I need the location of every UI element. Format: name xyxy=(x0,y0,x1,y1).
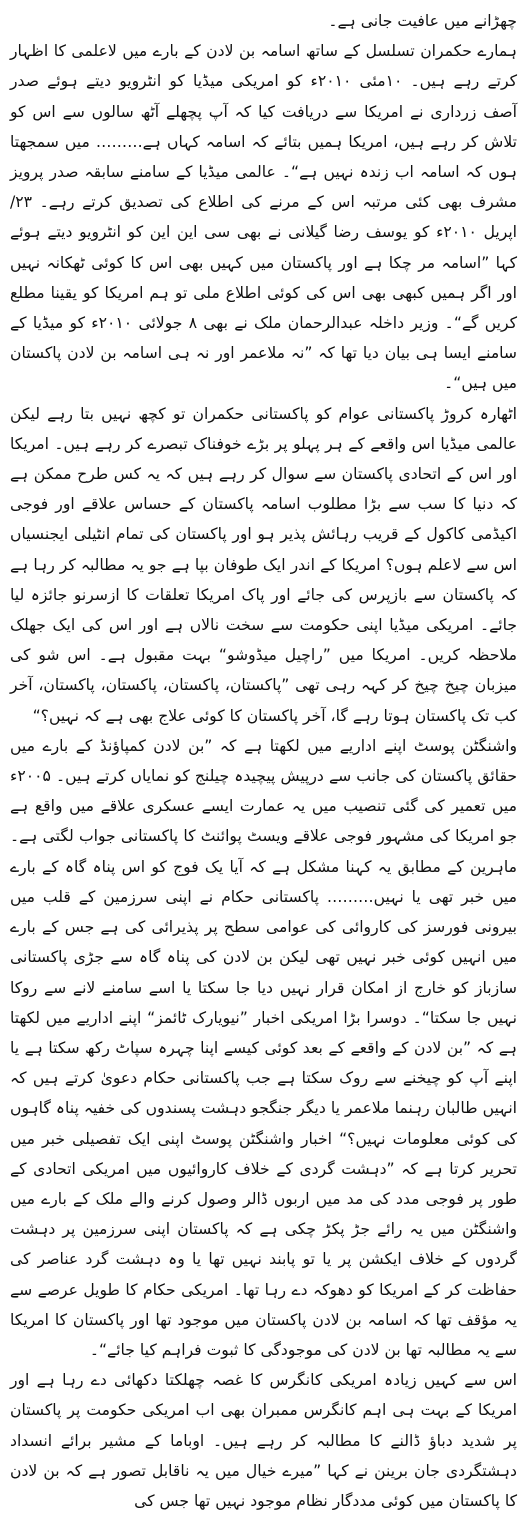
article-paragraph-1: چھڑانے میں عافیت جانی ہے۔ xyxy=(328,12,517,30)
article-paragraph-3: اٹھارہ کروڑ پاکستانی عوام کو پاکستانی حکمران تو کچھ نہیں بتا رہے لیکن عالمی میڈیا اس واقعے کے ہر پہلو پر بڑے خوفناک تبصرے کر رہے ہیں۔ امریکا اور اس کے اتحادی پاکستان سے سوال کر رہے ہیں کہ یہ کس طرح ممکن ہے کہ دنیا کا سب سے بڑا مطلوب اسامہ پاکستان کے حساس علاقے اور فوجی اکیڈمی کاکول کے قریب رہائش پذیر ہو اور پاکستان کی تمام انٹیلی ایجنسیاں اس سے لاعلم ہوں؟ امریکا کے اندر ایک طوفان بپا ہے جو یہ مطالبہ کر رہا ہے کہ پاکستان سے بازپرس کی جائے اور پاک امریکا تعلقات کا ازسرنو جائزہ لیا جائے۔ امریکی میڈیا اپنی حکومت سے سخت نالاں ہے اور اس کی ایک جھلک ملاحظہ کریں۔ امریکا میں ”راچیل میڈوشو“ بہت مقبول ہے۔ اس شو کی میزبان چیخ چیخ کر کہہ رہی تھی ”پاکستان، پاکستان، پاکستان، پاکستان، آخر کب تک پاکستان ہوتا رہے گا، آخر پاکستان کا کوئی علاج بھی ہے کہ نہیں؟“ xyxy=(10,404,517,725)
article-paragraph-2: ہمارے حکمران تسلسل کے ساتھ اسامہ بن لادن کے بارے میں لاعلمی کا اظہار کرتے رہے ہیں۔ ۱۰مئی ۲۰۱۰ء کو امریکی میڈیا کو انٹرویو دیتے ہوئے صدر آصف زرداری نے امریکا سے دریافت کیا کہ آپ پچھلے آٹھ سالوں سے اس کو تلاش کر رہے ہیں، امریکا ہمیں بتائے کہ اسامہ کہاں ہے……… میں سمجھتا ہوں کہ اسامہ اب زندہ نہیں ہے“۔ عالمی میڈیا کے سامنے سابقہ صدر پرویز مشرف بھی کئی مرتبہ اس کے مرنے کی اطلاع کی تصدیق کرتے رہے۔ ۲۳/ اپریل ۲۰۱۰ء کو یوسف رضا گیلانی نے بھی سی این این کو انٹرویو دیتے ہوئے کہا ”اسامہ مر چکا ہے اور پاکستان میں کہیں بھی اس کا کوئی ٹھکانہ نہیں اور اگر ہمیں کبھی بھی اس کی کوئی اطلاع ملی تو ہم امریکا کو یقینا مطلع کریں گے“۔ وزیر داخلہ عبدالرحمان ملک نے بھی ۸ جولائی ۲۰۱۰ء کو میڈیا کے سامنے ایسا ہی بیان دیا تھا کہ ”نہ ملاعمر اور نہ ہی اسامہ بن لادن پاکستان میں ہیں“۔ xyxy=(10,42,518,393)
article-paragraph-4: واشنگٹن پوسٹ اپنے اداریے میں لکھتا ہے کہ ”بن لادن کمپاؤنڈ کے بارے میں حقائق پاکستان کی جانب سے درپیش پیچیدہ چیلنج کو نمایاں کرتے ہیں۔ ۲۰۰۵ء میں تعمیر کی گئی تنصیب میں یہ عمارت ایسے عسکری علاقے میں واقع ہے جو امریکا کی مشہور فوجی علاقے ویسٹ پوائنٹ کا پاکستانی جواب لگتی ہے۔ ماہرین کے مطابق یہ کہنا مشکل ہے کہ آیا یک فوج کو اس پناہ گاہ کے بارے میں خبر تھی یا نہیں……… پاکستانی حکام نے اپنی سرزمین کے قلب میں بیرونی فورسز کی کاروائی کی عوامی سطح پر پذیرائی کی ہے جس کے بارے میں انہیں کوئی خبر نہیں تھی لیکن بن لادن کی پناہ گاہ سے جڑی پاکستانی سازباز کو خارج از امکان قرار نہیں دیا جا سکتا یا اسے سامنے لانے سے روکا نہیں جا سکتا“۔ دوسرا بڑا امریکی اخبار ”نیویارک ٹائمز“ اپنے اداریے میں لکھتا ہے کہ ”بن لادن کے واقعے کے بعد کوئی کیسے اپنا چہرہ سپاٹ رکھ سکتا ہے یا اپنے آپ کو چیخنے سے روک سکتا ہے جب پاکستانی حکام دعویٰ کرتے ہیں کہ انہیں طالبان رہنما ملاعمر یا دیگر جنگجو دہشت پسندوں کی خفیہ پناہ گاہوں کی کوئی معلومات نہیں؟“ اخبار واشنگٹن پوسٹ اپنی ایک تفصیلی خبر میں تحریر کرتا ہے کہ ”دہشت گردی کے خلاف کاروائیوں میں امریکی اتحادی کے طور پر فوجی مدد کی مد میں اربوں ڈالر وصول کرنے والے ملک کے بارے میں واشنگٹن میں یہ رائے جڑ پکڑ چکی ہے کہ پاکستان اپنی سرزمین پر دہشت گردوں کے خلاف ایکشن پر یا تو پابند نہیں تھا یا وہ دہشت گرد عناصر کی حفاظت کر کے امریکا کو دھوکہ دے رہا تھا۔ امریکی حکام کا طویل عرصے سے یہ مؤقف تھا کہ اسامہ بن لادن پاکستان میں موجود تھا اور پاکستان کا امریکا سے یہ مطالبہ تھا بن لادن کی موجودگی کا ثبوت فراہم کیا جائے“۔ xyxy=(10,736,517,1359)
article-paragraph-5: اس سے کہیں زیادہ امریکی کانگرس کا غصہ چھلکتا دکھائی دے رہا ہے اور امریکا کے بہت ہی اہم کانگرس ممبران بھی اب امریکی حکومت پر پاکستان پر شدید دباؤ ڈالنے کا مطالبہ کر رہے ہیں۔ اوباما کے مشیر برائے انسداد دہشتگردی جان برینن نے کہا ”میرے خیال میں یہ ناقابل تصور ہے کہ بن لادن کا پاکستان میں کوئی مددگار نظام موجود نہیں تھا جس کی xyxy=(10,1371,517,1510)
